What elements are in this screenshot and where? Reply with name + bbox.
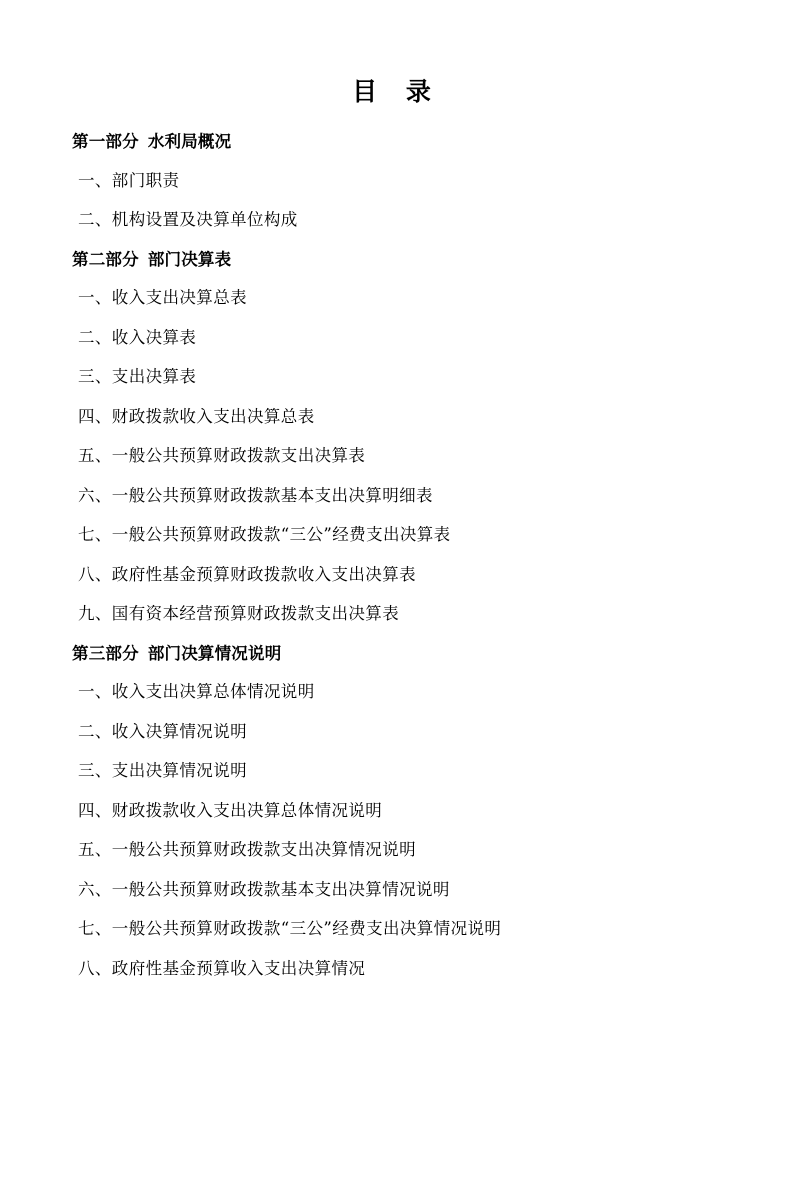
toc-part-label: 第三部分 — [72, 643, 139, 663]
toc-item: 六、一般公共预算财政拨款基本支出决算明细表 — [78, 485, 433, 505]
toc-item: 五、一般公共预算财政拨款支出决算表 — [78, 446, 366, 465]
toc-item: 七、一般公共预算财政拨款“三公”经费支出决算表 — [78, 525, 451, 544]
toc-item: 二、机构设置及决算单位构成 — [78, 210, 298, 229]
toc-item: 四、财政拨款收入支出决算总体情况说明 — [78, 800, 383, 820]
toc-part-entry — [72, 249, 721, 269]
toc-part-entry — [72, 134, 721, 151]
document-page — [0, 72, 793, 1194]
toc-item: 八、政府性基金预算收入支出决算情况 — [78, 958, 366, 978]
toc-item: 一、部门职责 — [78, 170, 180, 190]
toc-item: 九、国有资本经营预算财政拨款支出决算表 — [78, 604, 400, 623]
toc-part-label: 第二部分 — [72, 249, 139, 269]
toc-part-entry — [72, 643, 721, 663]
page-title: 目 录 — [352, 77, 441, 106]
toc-item: 三、支出决算情况说明 — [78, 761, 247, 780]
toc-part-label: 第一部分 — [72, 132, 139, 151]
toc-item: 一、收入支出决算总表 — [78, 288, 247, 307]
toc-item: 二、收入决算表 — [78, 327, 197, 347]
toc-item: 一、收入支出决算总体情况说明 — [78, 682, 315, 701]
toc-part-text: 部门决算情况说明 — [147, 643, 282, 663]
table-of-contents — [72, 134, 721, 977]
toc-item: 六、一般公共预算财政拨款基本支出决算情况说明 — [78, 879, 450, 899]
toc-item: 三、支出决算表 — [78, 367, 197, 386]
toc-item: 四、财政拨款收入支出决算总表 — [78, 406, 315, 426]
toc-item: 五、一般公共预算财政拨款支出决算情况说明 — [78, 840, 416, 859]
toc-part-text: 水利局概况 — [147, 132, 232, 151]
toc-item: 七、一般公共预算财政拨款“三公”经费支出决算情况说明 — [78, 919, 502, 938]
toc-item: 八、政府性基金预算财政拨款收入支出决算表 — [78, 564, 416, 584]
toc-item: 二、收入决算情况说明 — [78, 721, 247, 741]
toc-part-text: 部门决算表 — [147, 249, 232, 269]
